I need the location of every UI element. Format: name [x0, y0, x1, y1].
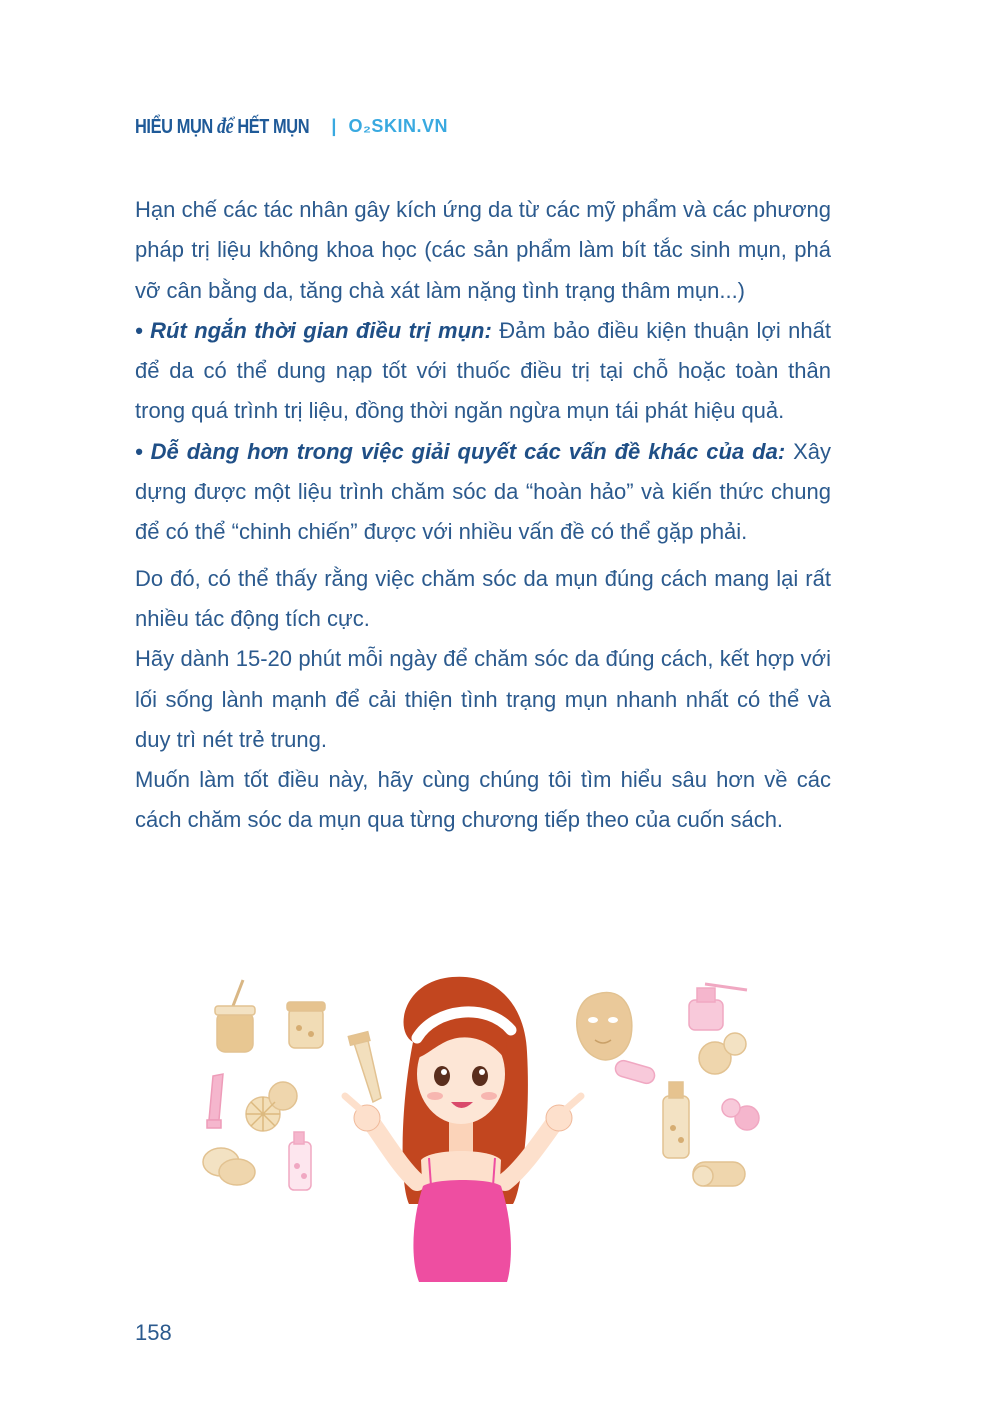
tube-icon — [348, 1032, 381, 1102]
bullet-title: • Rút ngắn thời gian điều trị mụn: — [135, 317, 492, 343]
grapefruit-icon — [722, 1099, 759, 1130]
tomato-icon — [699, 1033, 746, 1074]
spray-bottle-icon — [289, 1132, 311, 1190]
orange-slices-icon — [246, 1082, 297, 1131]
girl-with-cosmetics-illustration — [195, 972, 765, 1282]
paragraph-next-chapters: Muốn làm tốt điều này, hãy cùng chúng tôi tìm hiểu sâu hơn về các cách chăm sóc da mụn qua từng chương tiếp theo của cuốn sách. — [135, 767, 831, 833]
cosmetics-left-group — [203, 980, 381, 1190]
bottle-icon — [663, 1082, 689, 1158]
paragraph-intro: Hạn chế các tác nhân gây kích ứng da từ các mỹ phẩm và các phương pháp trị liệu không khoa học (các sản phẩm làm bít tắc sinh mụn, phá vỡ cân bằng da, tăng chà xát làm nặng tình trạng thâm mụn...) — [135, 197, 831, 303]
book-title-part2: HẾT MỤN — [237, 116, 310, 138]
header-separator: | — [331, 115, 337, 136]
nail-polish-icon — [689, 984, 747, 1030]
paragraph-advice: Hãy dành 15-20 phút mỗi ngày để chăm sóc da đúng cách, kết hợp với lối sống lành mạnh để cải thiện tình trạng mụn nhanh nhất có thể và duy trì nét trẻ trung. — [135, 646, 831, 752]
sponge-icon — [693, 1162, 745, 1186]
lipstick-icon — [614, 1059, 657, 1085]
book-title-de: để — [216, 113, 234, 138]
brand-name: O₂SKIN.VN — [348, 115, 448, 136]
paragraph-conclusion: Do đó, có thể thấy rằng việc chăm sóc da mụn đúng cách mang lại rất nhiều tác động tích cực. — [135, 565, 831, 631]
book-title — [135, 113, 309, 139]
bullet-title: • Dễ dàng hơn trong việc giải quyết các vấn đề khác của da: — [135, 438, 786, 464]
cosmetics-right-group — [577, 984, 759, 1186]
bullet-text: Đảm bảo điều kiện thuận lợi nhất để da có thể dung nạp tốt với thuốc điều trị tại chỗ hoặc toàn thân trong quá trình trị liệu, đồng thời ngăn ngừa mụn tái phát hiệu quả. — [135, 317, 831, 424]
honey-jar-icon — [215, 980, 255, 1052]
book-title-part1: HIỂU MỤN — [135, 116, 213, 138]
bullet-text: Xây dựng được một liệu trình chăm sóc da “hoàn hảo” và kiến thức chung để có thể “chinh chiến” được với nhiều vấn đề có thể gặp phải. — [135, 438, 832, 545]
bullet-other-skin-issues — [135, 432, 831, 553]
jar-icon — [287, 1002, 325, 1048]
page-number: 158 — [135, 1320, 172, 1345]
girl-figure — [345, 977, 581, 1282]
running-header — [135, 113, 448, 139]
body-text — [135, 190, 831, 841]
face-mask-icon — [577, 993, 632, 1060]
lip-gloss-icon — [207, 1074, 223, 1128]
bullet-shorten-treatment — [135, 311, 831, 432]
compact-icon — [203, 1148, 255, 1185]
